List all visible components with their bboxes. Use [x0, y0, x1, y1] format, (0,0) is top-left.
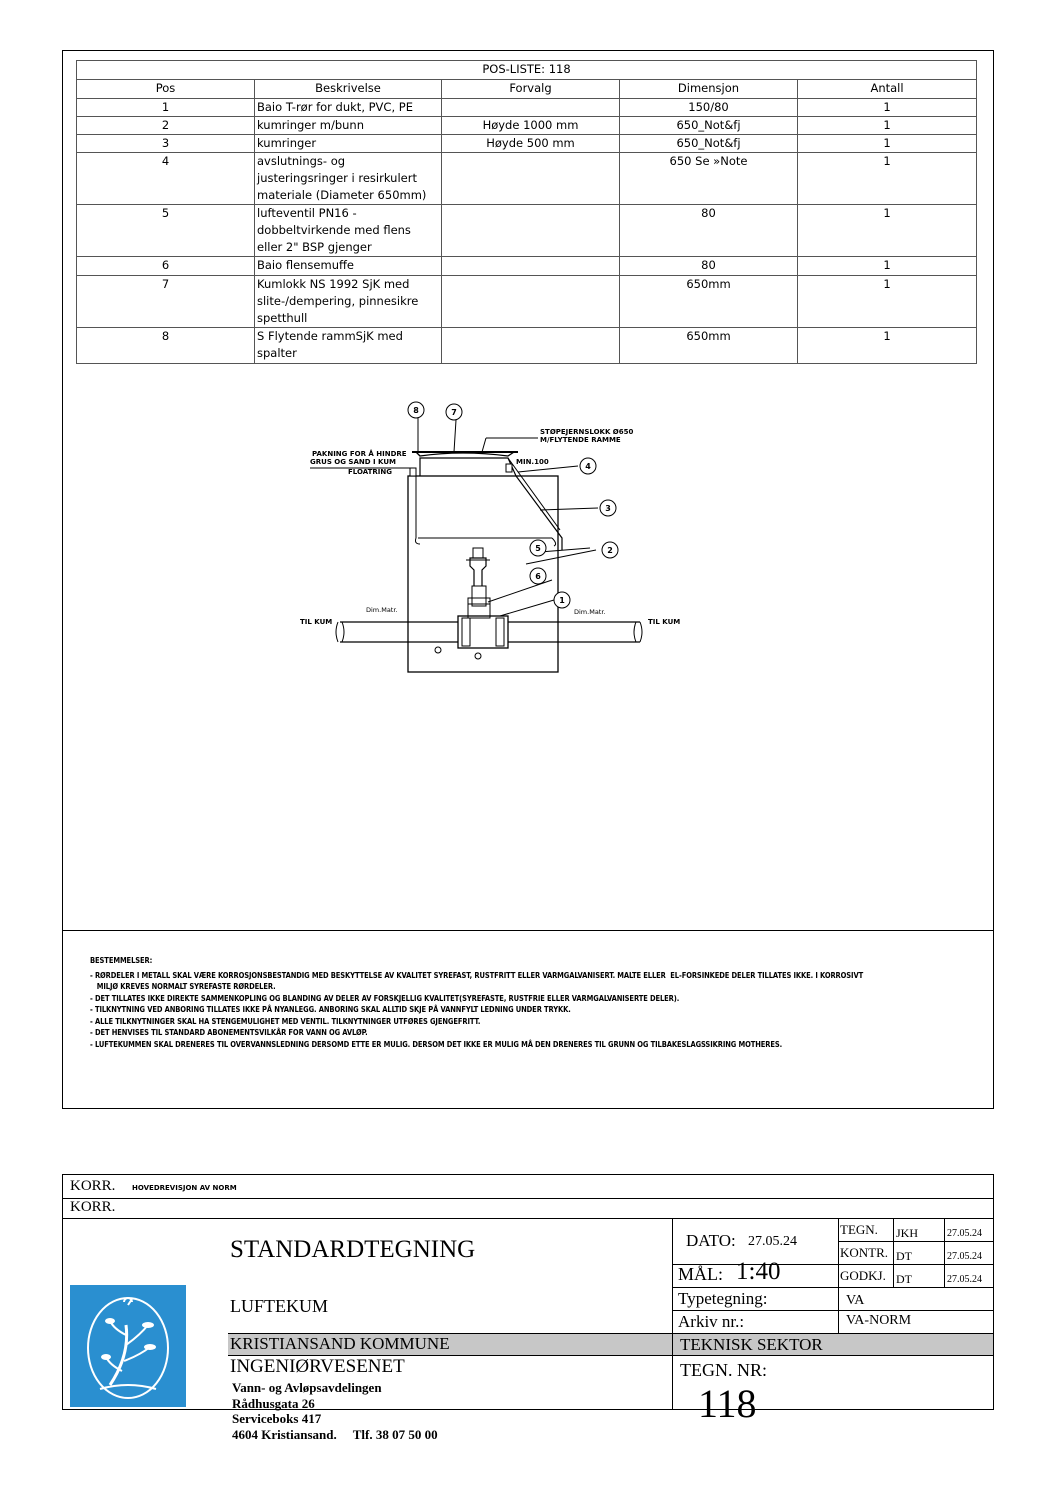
sector-name: TEKNISK SEKTOR: [680, 1335, 823, 1354]
cell-forvalg: Høyde 1000 mm: [442, 117, 620, 135]
address-line: Serviceboks 417: [232, 1411, 322, 1426]
korr-text-1: HOVEDREVISJON AV NORM: [132, 1184, 237, 1192]
cell-dimensjon: 650mm: [620, 276, 798, 328]
sig-initials: DT: [896, 1249, 912, 1263]
table-row: [77, 99, 977, 117]
cell-beskrivelse: Kumlokk NS 1992 SjK med slite-/dempering, pinnesikre spetthull: [255, 276, 442, 328]
cell-pos: 5: [77, 205, 255, 257]
cell-forvalg: [442, 99, 620, 117]
note-line: - DET HENVISES TIL STANDARD ABONEMENTSVILKÅR FOR VANN OG AVLØP.: [90, 1028, 368, 1037]
cell-antall: 1: [798, 117, 977, 135]
address-block: [232, 1380, 438, 1442]
table-row: [77, 205, 977, 257]
cell-antall: 1: [798, 328, 977, 364]
cell-pos: 2: [77, 117, 255, 135]
notes-section: [90, 955, 980, 1050]
label-min: MIN.100: [516, 458, 549, 466]
cell-beskrivelse: S Flytende rammSjK med spalter: [255, 328, 442, 364]
label-packing-2: GRUS OG SAND I KUM: [310, 458, 396, 466]
callout-label: 3: [605, 504, 611, 513]
cell-beskrivelse: Baio T-rør for dukt, PVC, PE: [255, 99, 442, 117]
table-row: [77, 135, 977, 153]
cell-dimensjon: 650mm: [620, 328, 798, 364]
callout-label: 7: [451, 408, 457, 417]
note-line: - TILKNYTNING VED ANBORING TILLATES IKKE PÅ NYANLEGG. ANBORING SKAL ALLTID SKJE PÅ VANNFYLT LEDNING UNDER TRYKK.: [90, 1005, 571, 1014]
cell-beskrivelse: kumringer: [255, 135, 442, 153]
address-line: Vann- og Avløpsavdelingen: [232, 1380, 382, 1395]
address-line: 4604 Kristiansand. Tlf. 38 07 50 00: [232, 1426, 438, 1442]
cell-dimensjon: 150/80: [620, 99, 798, 117]
municipality-name: KRISTIANSAND KOMMUNE: [230, 1334, 450, 1353]
korr-label-1: KORR.: [70, 1178, 116, 1194]
label-til-kum-right: TIL KUM: [648, 618, 681, 626]
dato-label: DATO:: [686, 1231, 736, 1250]
note-line: - ALLE TILKNYTNINGER SKAL HA STENGEMULIGHET MED VENTIL. TILKNYTNINGER UTFØRES GJENGEFRITT.: [90, 1016, 481, 1026]
sig-date: 27.05.24: [947, 1274, 982, 1285]
cell-pos: 8: [77, 328, 255, 364]
cell-antall: 1: [798, 153, 977, 205]
korr-label-2: KORR.: [70, 1199, 116, 1215]
cell-forvalg: [442, 205, 620, 257]
cell-beskrivelse: Baio flensemuffe: [255, 257, 442, 276]
cell-pos: 4: [77, 153, 255, 205]
cell-pos: 3: [77, 135, 255, 153]
column-header: Dimensjon: [620, 80, 798, 99]
arkiv-value: VA-NORM: [846, 1313, 912, 1328]
cell-antall: 1: [798, 99, 977, 117]
sig-date: 27.05.24: [947, 1228, 982, 1239]
table-row: [77, 257, 977, 276]
pipe-left: [340, 622, 458, 642]
cell-antall: 1: [798, 135, 977, 153]
cell-forvalg: [442, 276, 620, 328]
cell-dimensjon: 650 Se »Note: [620, 153, 798, 205]
cell-pos: 1: [77, 99, 255, 117]
arkiv-label: Arkiv nr.:: [678, 1312, 745, 1331]
callout-label: 1: [559, 596, 565, 605]
drawing-subtitle: LUFTEKUM: [230, 1296, 328, 1316]
department-name: INGENIØRVESENET: [230, 1356, 405, 1377]
typetegning-label: Typetegning:: [678, 1289, 768, 1308]
cell-dimensjon: 650_Not&fj: [620, 135, 798, 153]
callout-label: 2: [607, 546, 613, 555]
drawing-number: 118: [698, 1381, 757, 1426]
callout-label: 4: [585, 462, 591, 471]
air-valve: [470, 558, 486, 586]
label-cover: STØPEJERNSLOKK Ø650: [540, 428, 634, 436]
column-header: Beskrivelse: [255, 80, 442, 99]
note-line: - LUFTEKUMMEN SKAL DRENERES TIL OVERVANNSLEDNING DERSOMD ETTE ER MULIG. DERSOM DET IKKE ER MULIG MÅ DEN DRENERES TIL GRUNN OG TILBAKESLAGSSIKRING MOTHERES.: [90, 1039, 783, 1049]
cell-forvalg: [442, 257, 620, 276]
luftekum-section-drawing: [290, 398, 690, 688]
cell-forvalg: [442, 328, 620, 364]
baio-tee: [458, 616, 508, 648]
sig-role: KONTR.: [840, 1245, 889, 1260]
column-header: Antall: [798, 80, 977, 99]
cell-beskrivelse: kumringer m/bunn: [255, 117, 442, 135]
table-row: [77, 153, 977, 205]
address-line: Rådhusgata 26: [232, 1395, 315, 1411]
label-dim-right: Dim.Matr.: [574, 608, 606, 616]
note-line: MILJØ KREVES NORMALT SYREFASTE RØRDELER.: [90, 982, 276, 991]
dato-value: 27.05.24: [748, 1234, 797, 1249]
parts-list-table: [76, 60, 977, 364]
callout-label: 5: [535, 544, 541, 553]
table-row: [77, 117, 977, 135]
cell-dimensjon: 80: [620, 205, 798, 257]
cell-dimensjon: 80: [620, 257, 798, 276]
cell-dimensjon: 650_Not&fj: [620, 117, 798, 135]
callout-label: 8: [413, 406, 419, 415]
cell-beskrivelse: avslutnings- og justeringsringer i resirkulert materiale (Diameter 650mm): [255, 153, 442, 205]
note-line: - RØRDELER I METALL SKAL VÆRE KORROSJONSBESTANDIG MED BESKYTTELSE AV KVALITET SYREFAST, RUSTFRITT ELLER VARMGALVANISERT. MALTE ELLER EL-FORSINKEDE DELER TILLATES IKKE. I KORROSIVT: [90, 970, 864, 980]
table-row: [77, 276, 977, 328]
sig-role: GODKJ.: [840, 1268, 886, 1283]
column-header: Forvalg: [442, 80, 620, 99]
drawing-title: STANDARDTEGNING: [230, 1236, 476, 1263]
label-til-kum-left: TIL KUM: [300, 618, 333, 626]
label-packing-1: PAKNING FOR Å HINDRE: [312, 450, 407, 458]
table-row: [77, 328, 977, 364]
label-dim-left: Dim.Matr.: [366, 606, 398, 614]
label-floatring: FLOATRING: [348, 468, 393, 476]
cell-antall: 1: [798, 205, 977, 257]
kristiansand-coat-of-arms-logo: [70, 1285, 186, 1407]
cell-beskrivelse: lufteventil PN16 - dobbeltvirkende med flens eller 2" BSP gjenger: [255, 205, 442, 257]
sig-initials: JKH: [896, 1226, 919, 1240]
cell-pos: 7: [77, 276, 255, 328]
cell-antall: 1: [798, 276, 977, 328]
label-cover-2: M/FLYTENDE RAMME: [540, 436, 621, 444]
note-line: - DET TILLATES IKKE DIREKTE SAMMENKOPLING OG BLANDING AV DELER AV FORSKJELLIG KVALITET(SYREFASTE, RUSTFRIE ELLER VARMGALVANISERTE DELER).: [90, 993, 680, 1003]
notes-divider: [62, 930, 994, 931]
parts-list-header: [77, 80, 977, 99]
sig-initials: DT: [896, 1272, 912, 1286]
column-header: Pos: [77, 80, 255, 99]
drawing-number-label: TEGN. NR:: [680, 1360, 767, 1380]
typetegning-value: VA: [846, 1293, 865, 1308]
cell-pos: 6: [77, 257, 255, 276]
parts-list-caption: POS-LISTE: 118: [77, 61, 977, 80]
scale-value: 1:40: [736, 1258, 781, 1285]
sig-date: 27.05.24: [947, 1251, 982, 1262]
cell-antall: 1: [798, 257, 977, 276]
callout-label: 6: [535, 572, 541, 581]
sig-role: TEGN.: [840, 1222, 878, 1237]
pipe-right: [508, 622, 640, 642]
cell-forvalg: [442, 153, 620, 205]
cell-forvalg: Høyde 500 mm: [442, 135, 620, 153]
flange-muff: [472, 586, 486, 606]
scale-label: MÅL:: [678, 1264, 723, 1284]
notes-heading: BESTEMMELSER:: [90, 956, 153, 965]
